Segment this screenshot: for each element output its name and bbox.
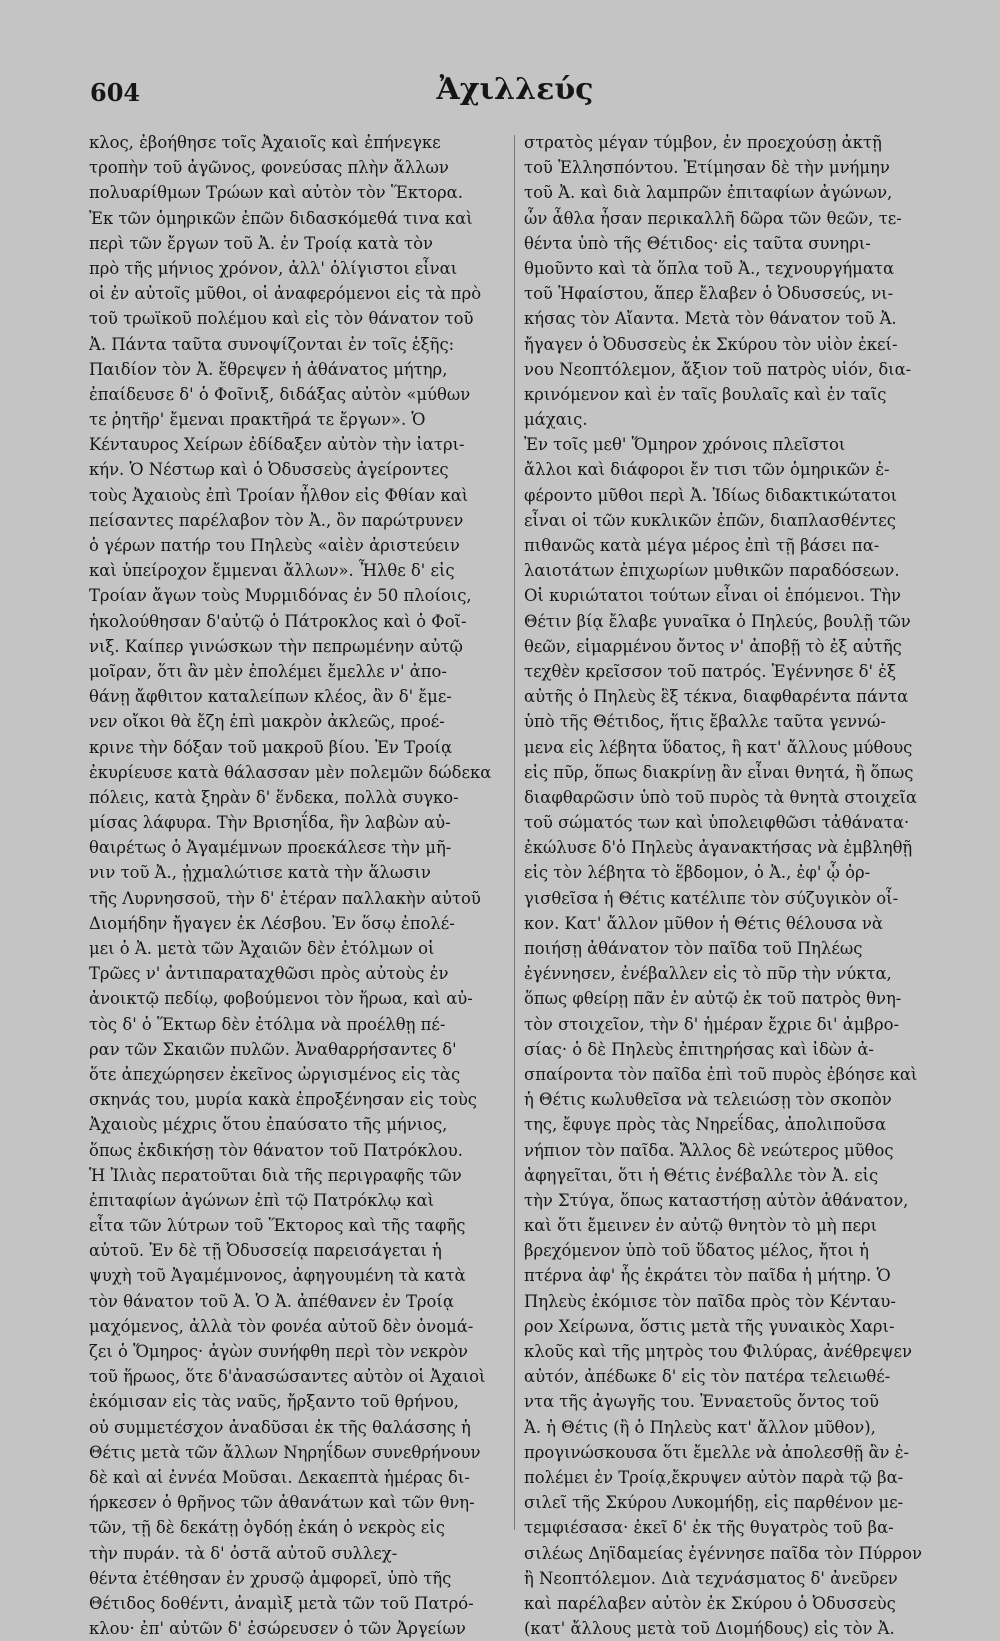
- text-line: σιλέως Δηϊδαμείας ἐγέννησε παῖδα τὸν Πύρρον: [524, 1543, 922, 1563]
- text-line: τὴν πυράν. τὰ δ' ὀστᾶ αὐτοῦ συλλεχ-: [89, 1543, 398, 1563]
- text-line: Πηλεὺς ἐκόμισε τὸν παῖδα πρὸς τὸν Κένταυ-: [524, 1291, 896, 1311]
- page-number: 604: [90, 78, 141, 107]
- text-line: ὑπὸ τῆς Θέτιδος, ἥτις ἔβαλλε ταῦτα γεννώ-: [524, 712, 886, 732]
- text-line: δὲ καὶ αἱ ἐννέα Μοῦσαι. Δεκαεπτὰ ἡμέρας δι-: [89, 1467, 470, 1487]
- text-line: τὸς δ' ὁ Ἕκτωρ δὲν ἐτόλμα νὰ προέλθῃ πέ-: [89, 1014, 446, 1034]
- text-line: τοῦ Ἑλλησπόντου. Ἐτίμησαν δὲ τὴν μνήμην: [524, 158, 890, 178]
- text-line: θέντα ὑπὸ τῆς Θέτιδος· εἰς ταῦτα συνηρι-: [524, 233, 871, 253]
- text-line: πολέμει ἐν Τροίᾳ,ἔκρυψεν αὐτὸν παρὰ τῷ βα-: [524, 1467, 904, 1487]
- text-line: διαφθαρῶσιν ὑπὸ τοῦ πυρὸς τὰ θνητὰ στοιχεῖα: [524, 787, 917, 807]
- text-line: κρινόμενον καὶ ἐν ταῖς βουλαῖς καὶ ἐν ταῖς: [524, 384, 887, 404]
- text-line: πείσαντες παρέλαβον τὸν Ἀ., ὃν παρώτρυνεν: [89, 510, 464, 530]
- text-line: τοῦ Ἀ. καὶ διὰ λαμπρῶν ἐπιταφίων ἀγώνων,: [524, 183, 893, 203]
- text-line: νιν τοῦ Ἀ., ᾐχμαλώτισε κατὰ τὴν ἅλωσιν: [89, 863, 431, 883]
- text-line: οὐ συμμετέσχον ἀναδῦσαι ἐκ τῆς θαλάσσης ἡ: [89, 1417, 471, 1437]
- text-line: Θέτις μετὰ τῶν ἄλλων Νηρηΐδων συνεθρήνουν: [89, 1442, 481, 1462]
- text-line: ρον Χείρωνα, ὅστις μετὰ τῆς γυναικὸς Χαρι-: [524, 1316, 895, 1336]
- text-line: μει ὁ Ἀ. μετὰ τῶν Ἀχαιῶν δὲν ἐτόλμων οἱ: [89, 939, 435, 958]
- text-line: ὅτε ἀπεχώρησεν ἐκεῖνος ὠργισμένος εἰς τὰς: [89, 1064, 461, 1084]
- text-line: ἀφηγεῖται, ὅτι ἡ Θέτις ἐνέβαλλε τὸν Ἀ. εἰς: [524, 1165, 879, 1185]
- text-line: εἰς πῦρ, ὅπως διακρίνῃ ἂν εἶναι θνητά, ἢ ὅπως: [524, 762, 914, 782]
- text-line: θεῶν, εἱμαρμένου ὄντος ν' ἀποβῇ τὸ ἐξ αὐτῆς: [524, 636, 902, 656]
- text-line: προγινώσκουσα ὅτι ἔμελλε νὰ ἀπολεσθῇ ἂν ἐ-: [524, 1442, 910, 1462]
- text-line: τῶν, τῇ δὲ δεκάτῃ ὀγδόῃ ἐκάη ὁ νεκρὸς εἰς: [89, 1518, 445, 1538]
- text-line: τοὺς Ἀχαιοὺς ἐπὶ Τροίαν ἦλθον εἰς Φθίαν καὶ: [89, 485, 469, 505]
- text-line: ραν τῶν Σκαιῶν πυλῶν. Ἀναθαρρήσαντες δ': [89, 1039, 457, 1059]
- text-line: Ἡ Ἰλιὰς περατοῦται διὰ τῆς περιγραφῆς τῶν: [89, 1165, 462, 1185]
- running-title: Ἀχιλλεύς: [436, 72, 594, 107]
- right-text-column: [524, 130, 939, 1641]
- text-line: ἐκώλυσε δ'ὁ Πηλεὺς ἀγανακτήσας νὰ ἐμβληθῇ: [524, 838, 913, 858]
- text-line: Παιδίον τὸν Ἀ. ἔθρεψεν ἡ ἀθάνατος μήτηρ,: [89, 359, 448, 379]
- text-line: τοῦ ἥρωος, ὅτε δ'ἀνασώσαντες αὐτὸν οἱ Ἀχαιοὶ: [89, 1367, 486, 1387]
- text-line: μάχαις.: [524, 410, 588, 430]
- text-line: καὶ ὅτι ἔμεινεν ἐν αὐτῷ θνητὸν τὸ μὴ περι: [524, 1216, 878, 1236]
- text-line: εἰς τὸν λέβητα τὸ ἕβδομον, ὁ Ἀ., ἐφ' ᾧ ὀρ-: [524, 863, 871, 883]
- text-line: αὐτόν, ἀπέδωκε δ' εἰς τὸν πατέρα τελειωθέ-: [524, 1367, 891, 1387]
- text-line: ἐκυρίευσε κατὰ θάλασσαν μὲν πολεμῶν δώδεκα: [89, 762, 492, 782]
- text-line: γισθεῖσα ἡ Θέτις κατέλιπε τὸν σύζυγικὸν οἶ-: [524, 888, 899, 908]
- text-line: αὐτῆς ὁ Πηλεὺς ἓξ τέκνα, διαφθαρέντα πάντα: [524, 687, 909, 707]
- text-line: σκηνάς του, μυρία κακὰ ἐπροξένησαν εἰς τοὺς: [89, 1090, 477, 1110]
- text-line: μοῖραν, ὅτι ἂν μὲν ἐπολέμει ἔμελλε ν' ἀπο-: [89, 661, 447, 681]
- text-line: πτέρνα ἀφ' ἧς ἐκράτει τὸν παῖδα ἡ μήτηρ. Ὁ: [524, 1266, 891, 1286]
- text-line: της, ἔφυγε πρὸς τὰς Νηρεΐδας, ἀπολιποῦσα: [524, 1115, 887, 1135]
- text-line: Τροίαν ἄγων τοὺς Μυρμιδόνας ἐν 50 πλοίοις,: [89, 586, 472, 606]
- text-line: ψυχὴ τοῦ Ἀγαμέμνονος, ἀφηγουμένη τὰ κατὰ: [89, 1266, 466, 1286]
- text-line: ἐπαίδευσε δ' ὁ Φοῖνιξ, διδάξας αὐτὸν «μύθων: [89, 384, 471, 404]
- text-line: οἱ ἐν αὐτοῖς μῦθοι, οἱ ἀναφερόμενοι εἰς τὰ πρὸ: [89, 284, 482, 304]
- text-line: μαχόμενος, ἀλλὰ τὸν φονέα αὐτοῦ δὲν ὀνομά-: [89, 1316, 474, 1336]
- text-line: εἶναι οἱ τῶν κυκλικῶν ἐπῶν, διαπλασθέντες: [524, 510, 896, 530]
- text-line: κλου· ἐπ' αὐτῶν δ' ἐσώρευσεν ὁ τῶν Ἀργείων: [89, 1619, 466, 1639]
- text-line: αὐτοῦ. Ἐν δὲ τῇ Ὀδυσσείᾳ παρεισάγεται ἡ: [89, 1241, 442, 1261]
- text-line: κον. Κατ' ἄλλον μῦθον ἡ Θέτις θέλουσα νὰ: [524, 913, 883, 933]
- text-line: μίσας λάφυρα. Τὴν Βρισηΐδα, ἣν λαβὼν αὐ-: [89, 813, 451, 833]
- text-line: τὸν στοιχεῖον, τὴν δ' ἡμέραν ἔχριε δι' ἀμβρο-: [524, 1014, 899, 1034]
- text-line: κήσας τὸν Αἴαντα. Μετὰ τὸν θάνατον τοῦ Ἀ.: [524, 309, 897, 329]
- text-line: νεν οἴκοι θὰ ἔζη ἐπὶ μακρὸν ἀκλεῶς, προέ-: [89, 712, 445, 732]
- text-line: σιλεῖ τῆς Σκύρου Λυκομήδῃ, εἰς παρθένον με-: [524, 1493, 904, 1513]
- text-line: ἄλλοι καὶ διάφοροι ἔν τισι τῶν ὁμηρικῶν ἐ-: [524, 460, 890, 480]
- text-line: τοῦ σώματός των καὶ ὑπολειφθῶσι τἀθάνατα·: [524, 813, 910, 833]
- text-line: ἀνοικτῷ πεδίῳ, φοβούμενοι τὸν ἥρωα, καὶ αὐ-: [89, 989, 473, 1009]
- text-line: ἐγέννησεν, ἐνέβαλλεν εἰς τὸ πῦρ τὴν νύκτα,: [524, 964, 892, 984]
- text-line: ἐκόμισαν εἰς τὰς ναῦς, ἤρξαντο τοῦ θρήνου,: [89, 1392, 459, 1412]
- text-line: Οἱ κυριώτατοι τούτων εἶναι οἱ ἑπόμενοι. Τὴν: [524, 586, 901, 606]
- text-line: ήρκεσεν ὁ θρῆνος τῶν ἀθανάτων καὶ τῶν θνη-: [89, 1493, 475, 1513]
- text-line: θέντα ἐτέθησαν ἐν χρυσῷ ἀμφορεῖ, ὑπὸ τῆς: [89, 1568, 452, 1588]
- text-line: Θέτιν βίᾳ ἔλαβε γυναῖκα ὁ Πηλεύς, βουλῇ τῶν: [524, 611, 911, 631]
- text-line: ὅπως φθείρῃ πᾶν ἐν αὐτῷ ἐκ τοῦ πατρὸς θνη-: [524, 989, 902, 1009]
- text-line: στρατὸς μέγαν τύμβον, ἐν προεχούσῃ ἀκτῇ: [524, 133, 882, 152]
- text-line: βρεχόμενον ὑπὸ τοῦ ὕδατος μέλος, ἤτοι ἡ: [524, 1241, 869, 1261]
- text-line: τεχθὲν κρεῖσσον τοῦ πατρός. Ἐγέννησε δ' ἐξ: [524, 661, 896, 681]
- text-line: θαιρέτως ὁ Ἀγαμέμνων προεκάλεσε τὴν μῆ-: [89, 838, 452, 858]
- text-line: Ἐν τοῖς μεθ' Ὅμηρον χρόνοις πλεῖστοι: [524, 435, 846, 455]
- text-line: λαιοτάτων ἐπιχωρίων μυθικῶν παραδόσεων.: [524, 561, 900, 581]
- text-line: Θέτιδος δοθέντι, ἀναμὶξ μετὰ τῶν τοῦ Πατρό-: [89, 1593, 474, 1613]
- text-line: τοῦ τρωϊκοῦ πολέμου καὶ εἰς τὸν θάνατον τοῦ: [89, 309, 474, 329]
- text-line: πολυαρίθμων Τρώων καὶ αὐτὸν τὸν Ἕκτορα.: [89, 183, 463, 203]
- text-line: τροπὴν τοῦ ἀγῶνος, φονεύσας πλὴν ἄλλων: [89, 158, 449, 178]
- text-line: νιξ. Καίπερ γινώσκων τὴν πεπρωμένην αὐτῷ: [89, 636, 463, 656]
- text-line: τοῦ Ἡφαίστου, ἅπερ ἔλαβεν ὁ Ὀδυσσεύς, νι-: [524, 284, 894, 304]
- column-divider: [514, 135, 515, 1530]
- text-line: μενα εἰς λέβητα ὕδατος, ἢ κατ' ἄλλους μύθους: [524, 737, 913, 757]
- text-line: ὧν ἆθλα ἦσαν περικαλλῆ δῶρα τῶν θεῶν, τε-: [524, 208, 902, 228]
- text-line: νήπιον τὸν παῖδα. Ἄλλος δὲ νεώτερος μῦθος: [524, 1140, 894, 1160]
- text-line: ὅπως ἐκδικήσῃ τὸν θάνατον τοῦ Πατρόκλου.: [89, 1140, 463, 1160]
- text-line: Διομήδην ἤγαγεν ἐκ Λέσβου. Ἐν ὅσῳ ἐπολέ-: [89, 913, 455, 933]
- text-line: Τρῶες ν' ἀντιπαραταχθῶσι πρὸς αὐτοὺς ἐν: [89, 964, 449, 984]
- page-header: [90, 60, 940, 120]
- text-line: σπαίροντα τὸν παῖδα ἐπὶ τοῦ πυρὸς ἐβόησε καὶ: [524, 1064, 918, 1084]
- left-text-column: [89, 130, 504, 1641]
- text-line: φέροντο μῦθοι περὶ Ἀ. Ἰδίως διδακτικώτατοι: [524, 485, 898, 505]
- text-line: σίας· ὁ δὲ Πηλεὺς ἐπιτηρήσας καὶ ἰδὼν ἀ-: [524, 1039, 874, 1059]
- text-line: κήν. Ὁ Νέστωρ καὶ ὁ Ὀδυσσεὺς ἀγείροντες: [89, 460, 449, 480]
- text-line: ἡκολούθησαν δ'αὐτῷ ὁ Πάτροκλος καὶ ὁ Φοῖ-: [89, 611, 467, 631]
- text-line: θάνῃ ἄφθιτον καταλείπων κλέος, ἂν δ' ἔμε-: [89, 687, 452, 707]
- text-line: ἐπιταφίων ἀγώνων ἐπὶ τῷ Πατρόκλῳ καὶ: [89, 1190, 435, 1210]
- text-line: τὴν Στύγα, ὅπως καταστήσῃ αὐτὸν ἀθάνατον,: [524, 1190, 909, 1210]
- text-line: τὸν θάνατον τοῦ Ἀ. Ὁ Ἀ. ἀπέθανεν ἐν Τροίᾳ: [89, 1291, 454, 1311]
- text-line: ντα τῆς ἀγωγῆς του. Ἐνναετοῦς ὄντος τοῦ: [524, 1392, 879, 1412]
- text-line: ὁ γέρων πατήρ του Πηλεὺς «αἰὲν ἀριστεύειν: [89, 536, 460, 555]
- text-line: τεμφιέσασα· ἐκεῖ δ' ἐκ τῆς θυγατρὸς τοῦ βα-: [524, 1518, 894, 1538]
- text-line: Κένταυρος Χείρων ἐδίδαξεν αὐτὸν τὴν ἰατρι-: [89, 435, 465, 455]
- text-line: Ἀχαιοὺς μέχρις ὅτου ἐπαύσατο τῆς μήνιος,: [89, 1115, 448, 1135]
- text-line: Ἐκ τῶν ὁμηρικῶν ἐπῶν διδασκόμεθά τινα καὶ: [89, 208, 473, 228]
- text-line: ἤγαγεν ὁ Ὀδυσσεὺς ἐκ Σκύρου τὸν υἱὸν ἐκεί-: [524, 334, 898, 354]
- text-line: κλοῦς καὶ τῆς μητρὸς του Φιλύρας, ἀνέθρεψεν: [524, 1342, 912, 1361]
- text-line: νου Νεοπτόλεμον, ἄξιον τοῦ πατρὸς υἱόν, δια-: [524, 359, 912, 379]
- text-line: ἢ Νεοπτόλεμον. Διὰ τεχνάσματος δ' ἀνεῦρεν: [524, 1568, 898, 1588]
- text-line: Ἀ. ἡ Θέτις (ἢ ὁ Πηλεὺς κατ' ἄλλον μῦθον),: [524, 1417, 876, 1437]
- text-line: καὶ παρέλαβεν αὐτὸν ἐκ Σκύρου ὁ Ὀδυσσεὺς: [524, 1593, 896, 1613]
- text-line: θμοῦντο καὶ τὰ ὅπλα τοῦ Ἀ., τεχνουργήματα: [524, 258, 895, 278]
- text-line: κλος, ἐβοήθησε τοῖς Ἀχαιοῖς καὶ ἐπήνεγκε: [89, 133, 441, 152]
- text-line: ἡ Θέτις κωλυθεῖσα νὰ τελειώσῃ τὸν σκοπὸν: [524, 1090, 892, 1110]
- text-line: τῆς Λυρνησσοῦ, τὴν δ' ἑτέραν παλλακὴν αὐτοῦ: [89, 888, 481, 908]
- text-line: καὶ ὑπείροχον ἔμμεναι ἄλλων». Ἦλθε δ' εἰς: [89, 561, 455, 581]
- text-line: τε ῥητῆρ' ἔμεναι πρακτῆρά τε ἔργων». Ὁ: [89, 410, 426, 430]
- text-line: Ἀ. Πάντα ταῦτα συνοψίζονται ἐν τοῖς ἑξῆς:: [89, 334, 455, 354]
- text-line: πιθανῶς κατὰ μέγα μέρος ἐπὶ τῇ βάσει πα-: [524, 536, 880, 555]
- text-line: κρινε τὴν δόξαν τοῦ μακροῦ βίου. Ἐν Τροίᾳ: [89, 737, 453, 757]
- text-line: ποιήσῃ ἀθάνατον τὸν παῖδα τοῦ Πηλέως: [524, 939, 863, 958]
- text-line: (κατ' ἄλλους μετὰ τοῦ Διομήδους) εἰς τὸν Ἀ.: [524, 1619, 895, 1639]
- text-line: ζει ὁ Ὅμηρος· ἀγὼν συνήφθη περὶ τὸν νεκρὸν: [89, 1342, 468, 1361]
- text-line: εἶτα τῶν λύτρων τοῦ Ἕκτορος καὶ τῆς ταφῆς: [89, 1216, 466, 1236]
- text-line: περὶ τῶν ἔργων τοῦ Ἀ. ἐν Τροίᾳ κατὰ τὸν: [89, 233, 433, 253]
- text-line: πρὸ τῆς μήνιος χρόνον, ἀλλ' ὀλίγιστοι εἶναι: [89, 258, 458, 278]
- text-line: πόλεις, κατὰ ξηρὰν δ' ἕνδεκα, πολλὰ συγκο-: [89, 787, 459, 807]
